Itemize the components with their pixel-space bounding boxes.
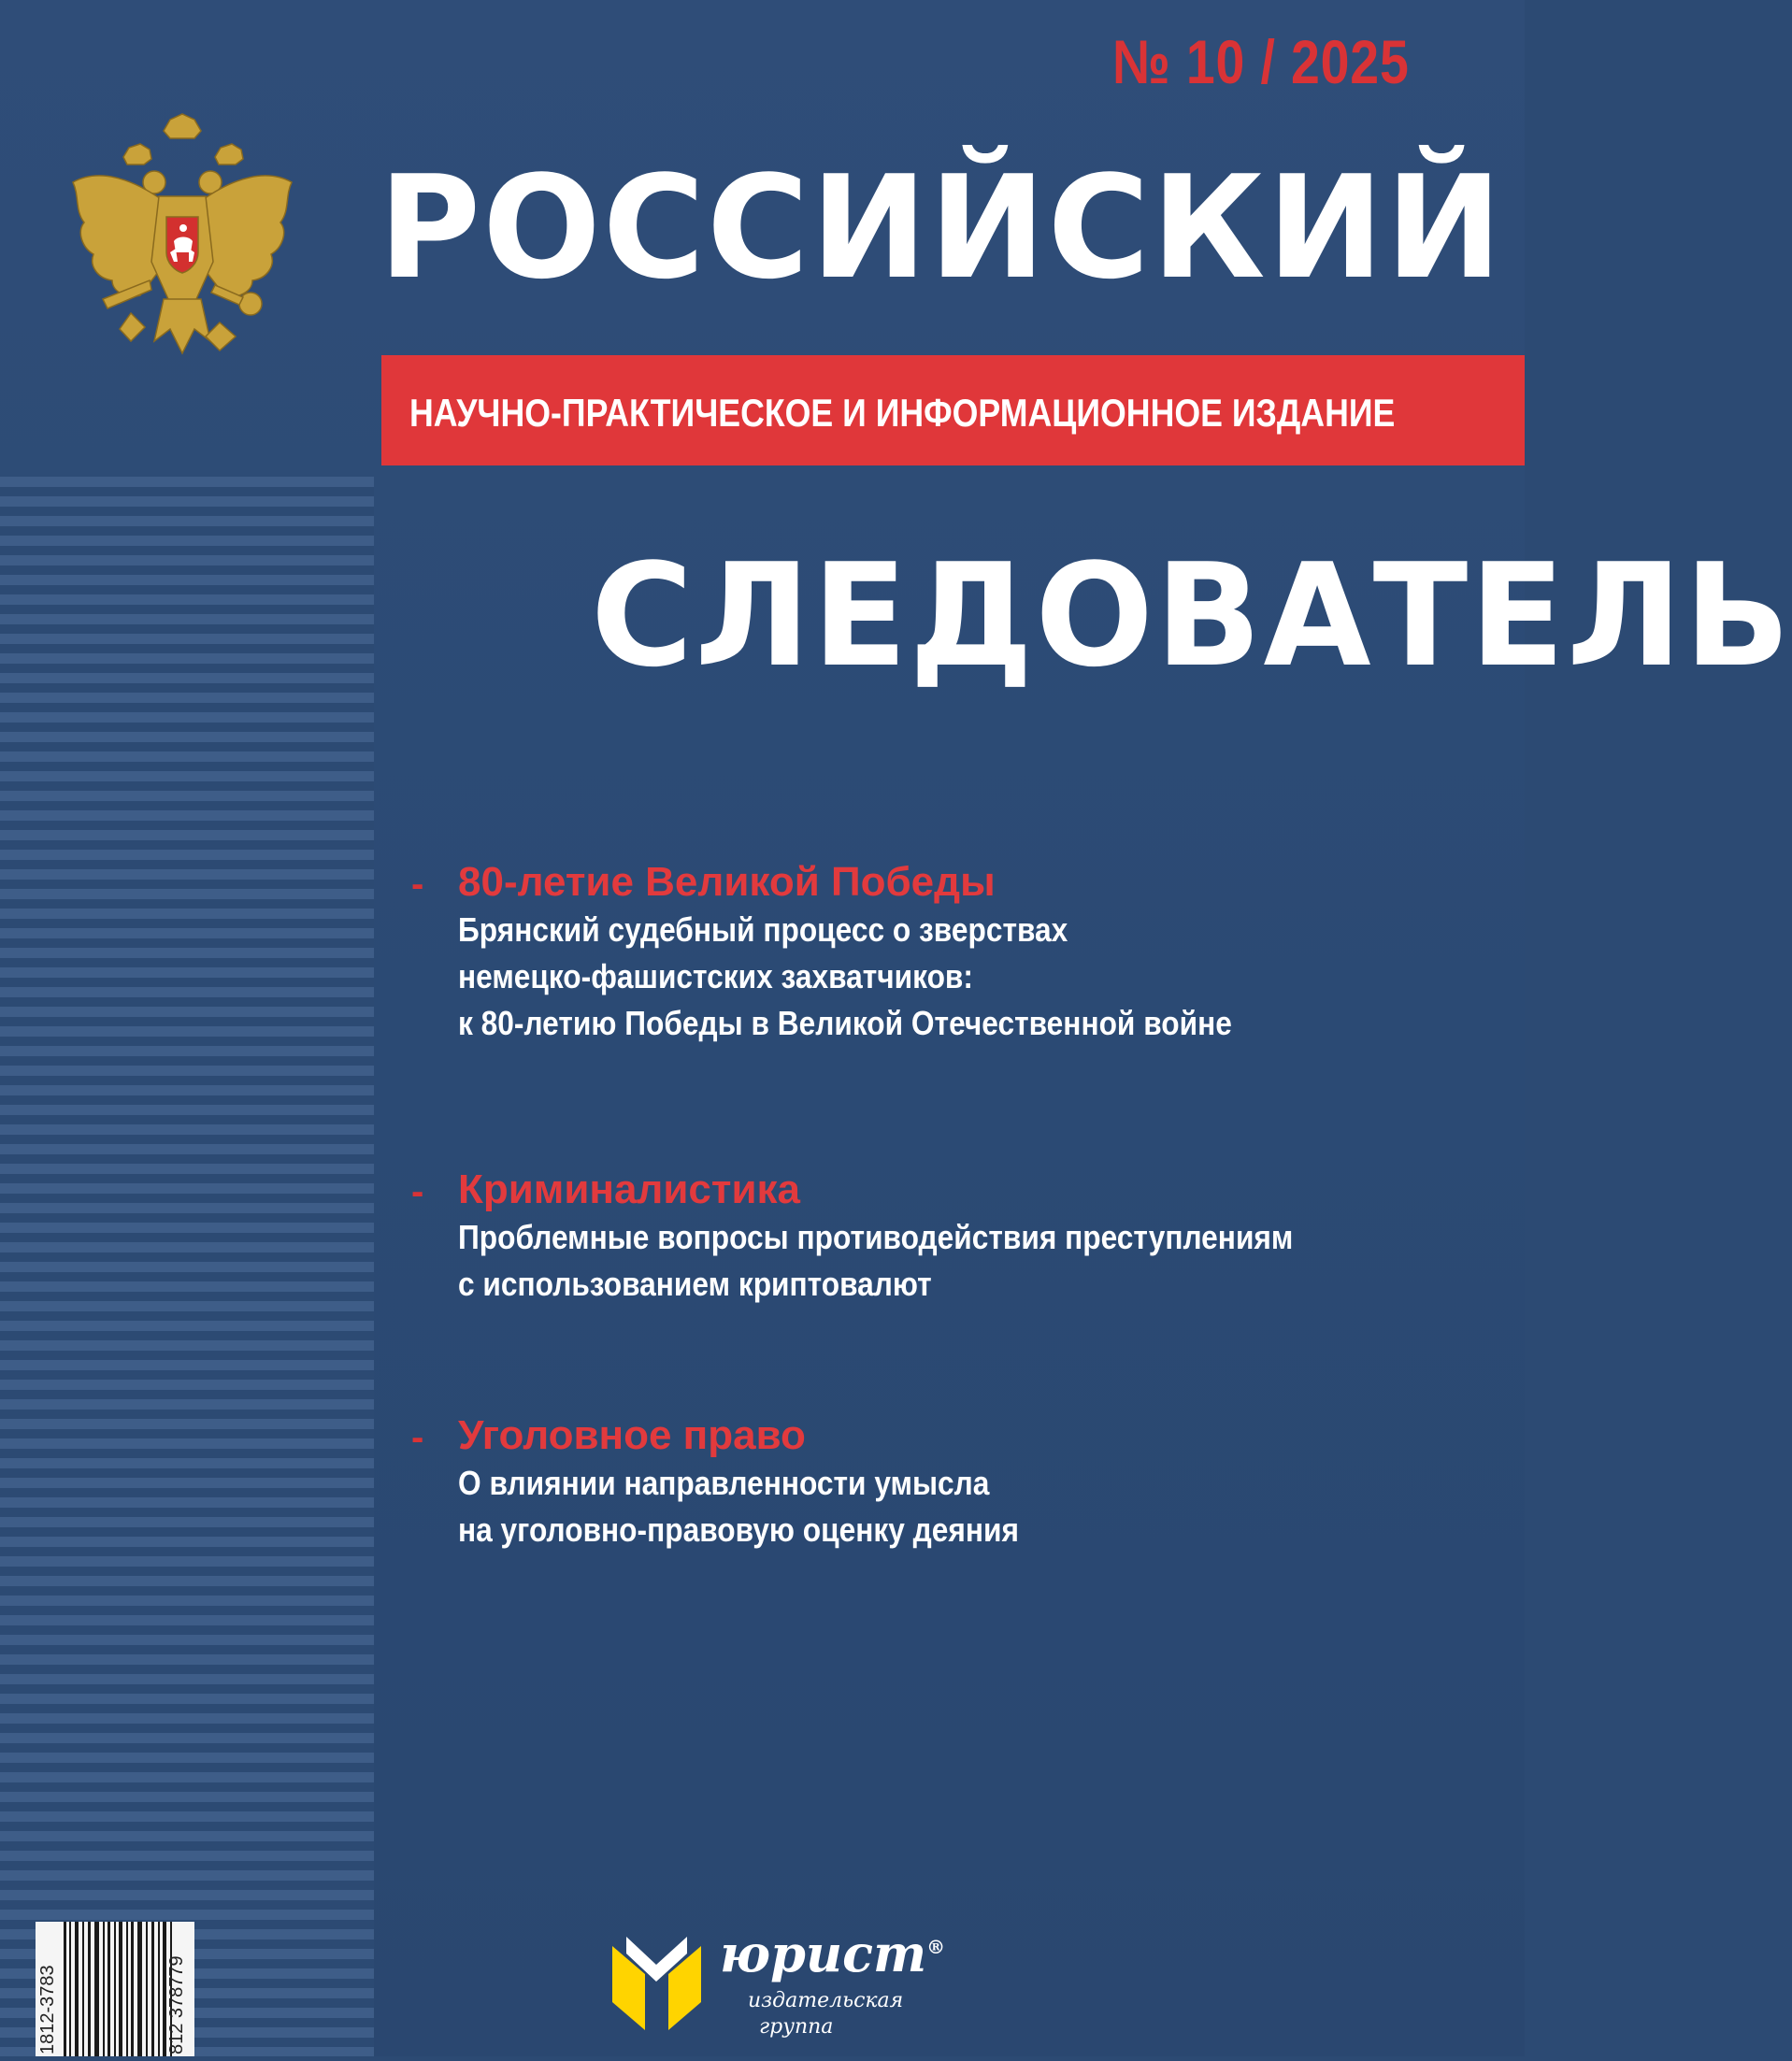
section-line: на уголовно-правовую оценку деяния bbox=[458, 1510, 1019, 1549]
section-criminalistics bbox=[411, 1166, 1407, 1308]
publisher-name: юрист® bbox=[720, 1924, 946, 1983]
section-heading: 80-летие Великой Победы bbox=[458, 859, 996, 905]
section-criminal-law bbox=[411, 1411, 1096, 1553]
magazine-subtitle: НАУЧНО-ПРАКТИЧЕСКОЕ И ИНФОРМАЦИОННОЕ ИЗДАНИЕ bbox=[409, 391, 1396, 435]
section-line: с использованием криптовалют bbox=[458, 1265, 932, 1303]
section-line: к 80-летию Победы в Великой Отечественной войне bbox=[458, 1004, 1232, 1042]
section-dash: - bbox=[411, 1417, 424, 1458]
section-line: немецко-фашистских захватчиков: bbox=[458, 957, 973, 995]
magazine-title-top: РОССИЙСКИЙ bbox=[379, 145, 1504, 310]
decorative-stripes bbox=[0, 477, 374, 2056]
publisher-sub-2: группа bbox=[759, 2015, 834, 2039]
section-dash: - bbox=[411, 1171, 424, 1212]
section-victory bbox=[411, 858, 1338, 1047]
section-line: Брянский судебный процесс о зверствах bbox=[458, 910, 1068, 949]
section-line: Проблемные вопросы противодействия преступлениям bbox=[458, 1218, 1294, 1256]
magazine-title-bottom: СЛЕДОВАТЕЛЬ bbox=[591, 533, 1792, 698]
section-dash: - bbox=[411, 864, 424, 905]
issue-number: № 10 / 2025 bbox=[1112, 27, 1410, 96]
section-heading: Криминалистика bbox=[458, 1166, 800, 1212]
russian-coat-of-arms-icon bbox=[65, 112, 299, 369]
isbn-right: 812 378779 bbox=[166, 1955, 187, 2054]
publisher-sub-1: издательская bbox=[748, 1989, 904, 2012]
section-heading: Уголовное право bbox=[458, 1412, 806, 1458]
isbn-left: 1812-3783 bbox=[37, 1965, 58, 2054]
section-line: О влиянии направленности умысла bbox=[458, 1464, 990, 1502]
